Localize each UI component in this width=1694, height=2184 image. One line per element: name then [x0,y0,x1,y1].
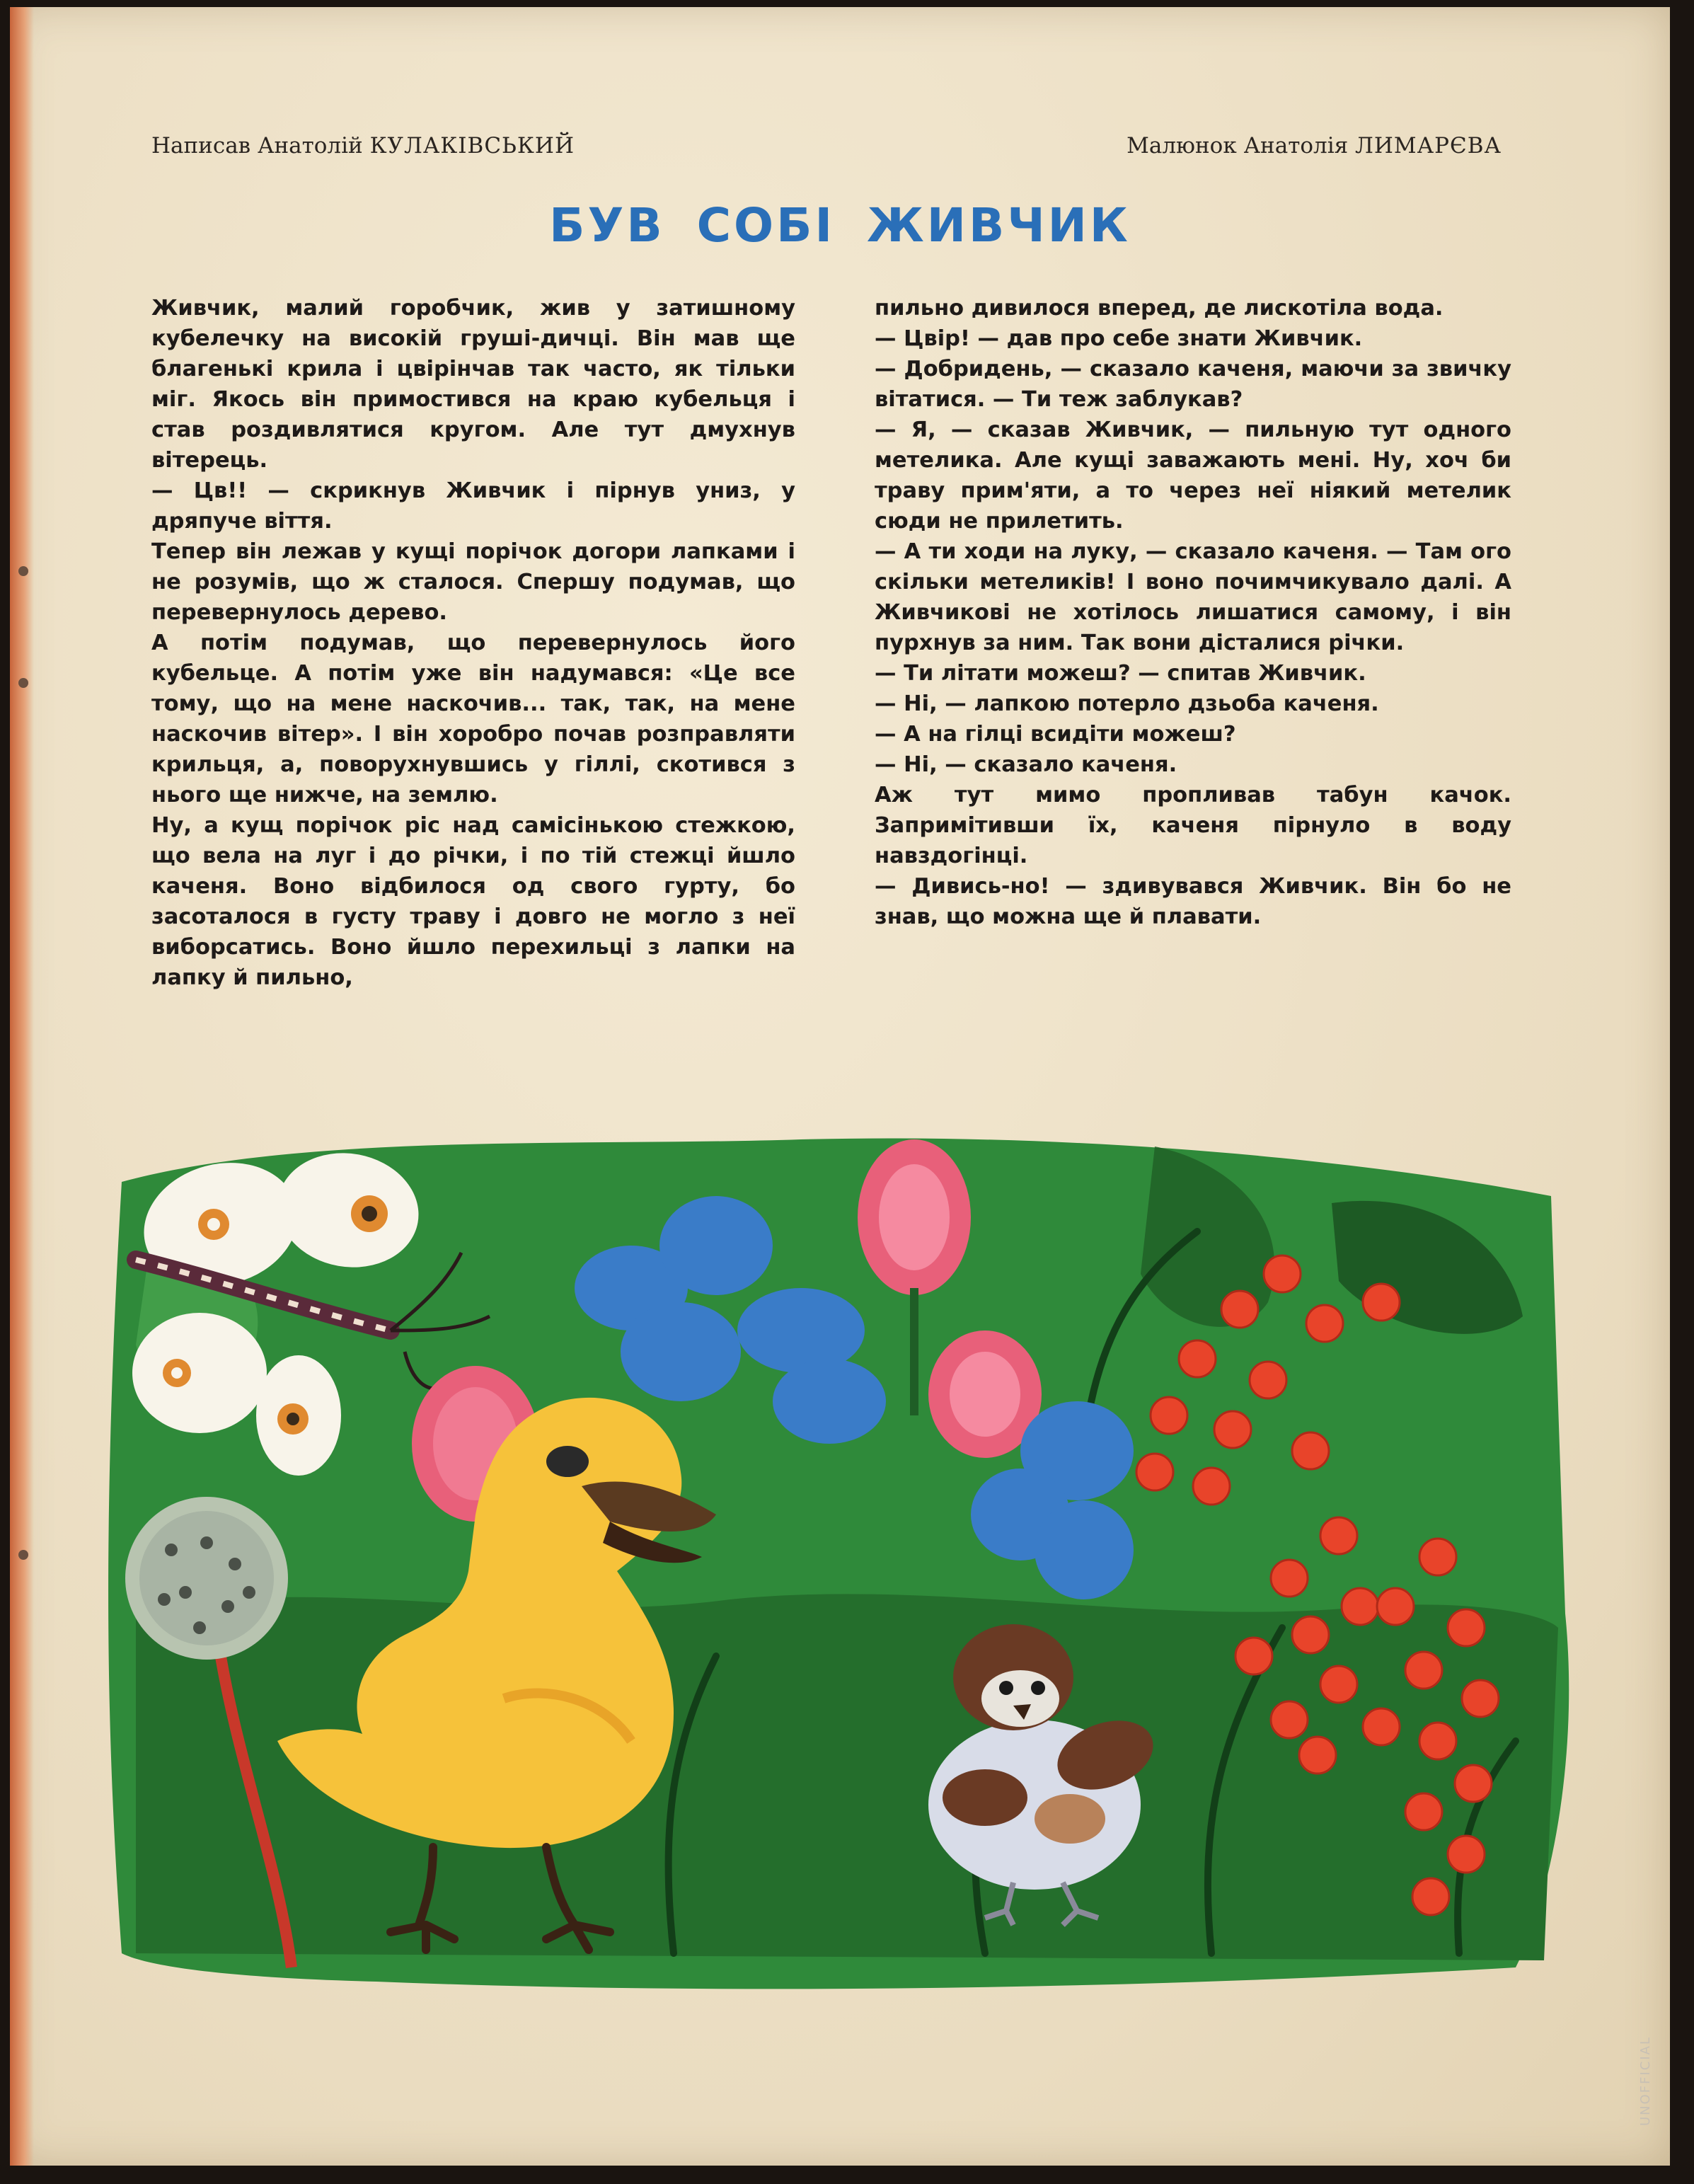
paragraph: — А ти ходи на луку, — сказало каченя. — Там ого скільки метеликів! І воно почимчикувало далі. А Живчикові не хотілось лишатися самому, і він пурхнув за ним. Так вони дісталися річки. [875,539,1511,655]
paragraph: А потім подумав, що перевернулось його кубельце. А потім уже він надумався: «Це все тому, що на мене наскочив... так, так, на мене наскочив вітер». І він хоробро почав розправляти крильця, а, поворухнувшись у гіллі, скотився з нього ще нижче, на землю. [151,631,795,807]
paragraph: — Ти літати можеш? — спитав Живчик. [875,661,1366,686]
paragraph: — А на гілці всидіти можеш? [875,722,1236,747]
artist-byline [1127,133,1502,159]
author-byline [151,133,575,159]
author-prefix: Написав Анатолій [151,133,363,159]
illustration-canvas [93,1118,1586,1996]
paragraph: Тепер він лежав у кущі порічок догори лапками і не розумів, що ж сталося. Спершу подумав, що перевернулось дерево. [151,539,795,625]
story-illustration [93,1118,1586,1996]
paragraph: — Цвір! — дав про себе знати Живчик. [875,326,1363,351]
paragraph: Ну, а кущ порічок ріс над самісінькою стежкою, що вела на луг і до річки, і по тій стежці йшло каченя. Воно відбилося од свого гурту, бо засоталося в густу траву і довго не могло з неї виборсатись. Воно йшло перехильці з лапки на лапку й пильно, [151,813,795,990]
paragraph: — Дивись-но! — здивувався Живчик. Він бо не знав, що можна ще й плавати. [875,874,1511,929]
author-name: КУЛАКІВСЬКИЙ [369,133,575,159]
artist-prefix: Малюнок Анатолія [1127,133,1349,159]
watermark-text: UNOFFICIAL [1638,2035,1653,2126]
paragraph: — Я, — сказав Живчик, — пильную тут одного метелика. Але кущі заважають мені. Ну, хоч би траву прим'яти, а то через неї ніякий метелик сюди не прилетить. [875,418,1511,534]
paragraph: — Добридень, — сказало каченя, маючи за звичку вітатися. — Ти теж заблукав? [875,357,1511,412]
paragraph: Аж тут мимо пропливав табун качок. Запримітивши їх, каченя пірнуло в воду навздогінці. [875,783,1511,868]
story-title: БУВ СОБІ ЖИВЧИК [549,198,1131,253]
staple-icon [18,678,28,688]
paragraph: — Ні, — сказало каченя. [875,752,1177,777]
story-column-left [151,293,795,993]
paragraph: — Ні, — лапкою потерло дзьоба каченя. [875,691,1379,716]
artist-name: ЛИМАРЄВА [1355,133,1502,159]
staple-icon [18,1550,28,1560]
magazine-page [10,7,1670,2166]
page-spine [10,7,34,2166]
paragraph: Живчик, малий горобчик, жив у затишному кубелечку на високій груші-дичці. Він мав ще благенькі крила і цвірінчав так часто, як тільки міг. Якось він примостився на краю кубельця і став роздивлятися кругом. Але тут дмухнув вітерець. [151,296,795,473]
story-column-right [875,293,1511,932]
paragraph: — Цв!! — скрикнув Живчик і пірнув униз, у дряпуче віття. [151,478,795,534]
staple-icon [18,566,28,576]
paragraph: пильно дивилося вперед, де лискотіла вода. [875,296,1444,321]
